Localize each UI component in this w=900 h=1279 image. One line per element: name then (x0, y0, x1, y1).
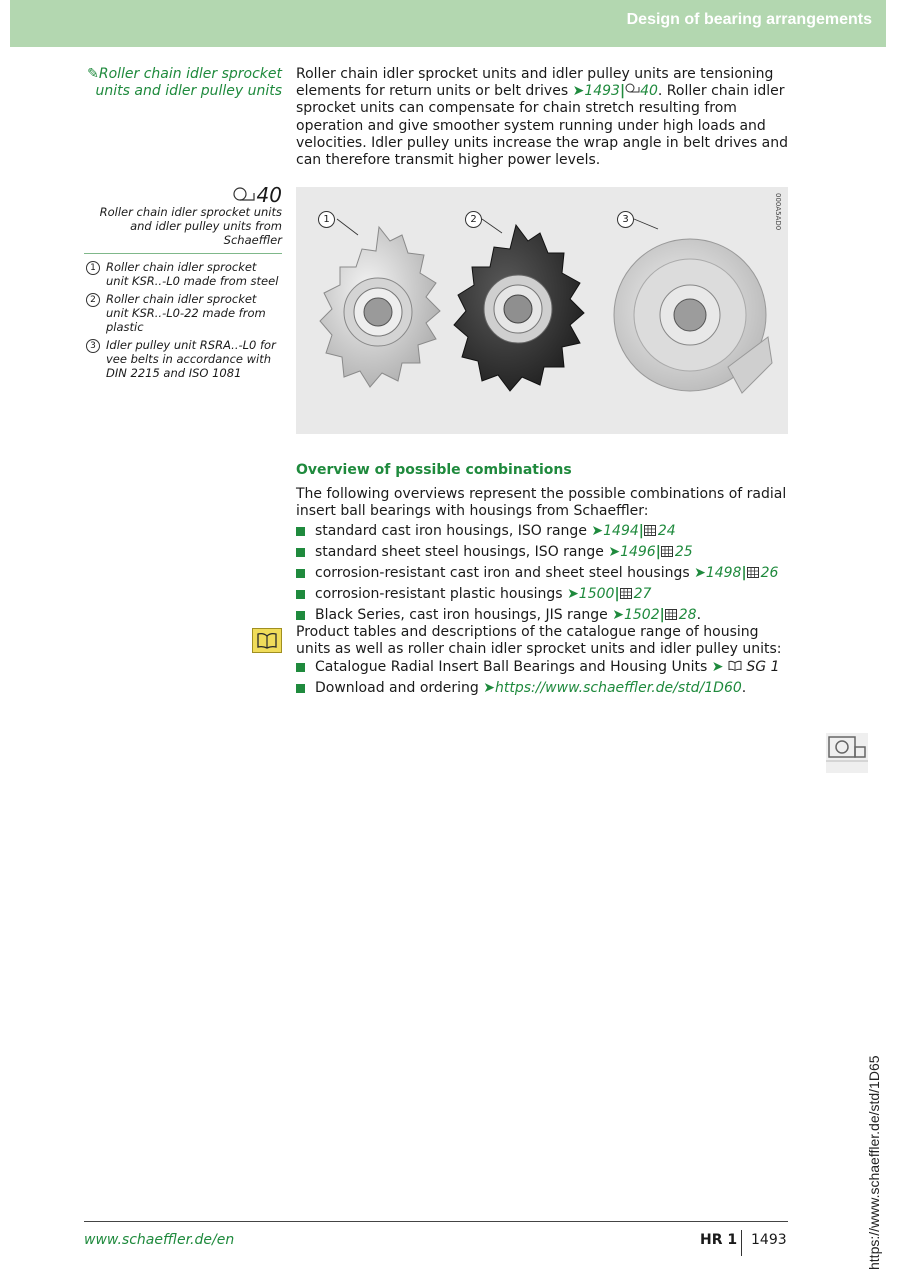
arrow-icon: ➤ (694, 565, 706, 581)
footer-separator (741, 1230, 742, 1256)
figure-callout-3: 3 (617, 211, 634, 228)
plastic-sprocket-unit (454, 225, 584, 391)
section-body: The following overviews represent the possible combinations of radial insert ball bearings with housings from Schaeffler: (296, 486, 787, 520)
page-reference-link[interactable]: 1502 (623, 607, 660, 623)
legend-item (86, 338, 282, 380)
arrow-icon: ➤ (591, 523, 604, 539)
list-item-text: corrosion-resistant plastic housings (315, 586, 568, 602)
page-reference-link[interactable]: 1493 (584, 83, 620, 100)
figure-number (230, 183, 282, 207)
figure-number-text: 40 (256, 183, 282, 207)
figure-callout-2: 2 (465, 211, 482, 228)
table-icon (620, 588, 632, 599)
table-icon (661, 546, 673, 557)
list-item-text: standard sheet steel housings, ISO range (315, 544, 609, 560)
table-icon (665, 609, 677, 620)
separator-bar: | (655, 544, 661, 560)
footer-divider (84, 1221, 788, 1222)
page-header-title: Design of bearing arrangements (626, 11, 872, 28)
catalogue-reference-link[interactable]: SG 1 (746, 659, 780, 675)
page-reference-link[interactable]: 1498 (705, 565, 742, 581)
open-book-icon (253, 629, 281, 652)
table-icon (747, 567, 759, 578)
side-url-link[interactable]: https://www.schaeffler.de/std/1D65 (866, 1055, 882, 1270)
caption-divider (84, 253, 282, 254)
list-item (296, 605, 796, 626)
arrow-icon: ➤ (612, 607, 624, 623)
legend-number: 1 (86, 261, 100, 275)
list-item (296, 584, 796, 605)
legend-text: Roller chain idler sprocket unit KSR..-L0 made from steel (106, 260, 279, 288)
table-reference-link[interactable]: 26 (760, 565, 779, 581)
legend-item (86, 260, 282, 288)
separator-bar: | (741, 565, 747, 581)
idler-pulley-unit (614, 239, 772, 393)
legend-number: 3 (86, 339, 100, 353)
list-item-text: standard cast iron housings, ISO range (315, 523, 592, 539)
page-reference-link[interactable]: 1496 (620, 544, 656, 560)
arrow-icon: ➤ (608, 544, 621, 560)
section-title: Overview of possible combinations (296, 462, 572, 478)
arrow-icon: ➤ (711, 659, 724, 675)
pencil-icon: ✎ (87, 66, 99, 82)
table-icon (644, 525, 656, 536)
figure-reference-link[interactable]: 40 (640, 83, 658, 100)
arrow-icon: ➤ (567, 586, 579, 602)
list-item (296, 521, 796, 542)
list-item (296, 563, 796, 584)
separator-bar: | (619, 83, 626, 100)
figure-code: 000A5AD0 (774, 193, 782, 231)
table-reference-link[interactable]: 27 (633, 586, 652, 602)
figure-callout-1: 1 (318, 211, 335, 228)
product-figure (296, 187, 788, 434)
bearing-section-icon (826, 731, 868, 773)
combinations-list (296, 521, 796, 626)
catalogue-book-icon (728, 659, 742, 675)
figure-ref-icon (625, 83, 640, 99)
table-reference-link[interactable]: 24 (657, 523, 676, 539)
footer-website-link[interactable]: www.schaeffler.de/en (84, 1232, 235, 1248)
figure-callouts (337, 219, 658, 235)
table-reference-link[interactable]: 25 (674, 544, 693, 560)
figure-caption: Roller chain idler sprocket units and idler pulley units from Schaeffler (99, 205, 282, 247)
arrow-icon: ➤ (483, 680, 495, 696)
legend-item (86, 292, 282, 334)
arrow-icon: ➤ (572, 83, 585, 100)
resources-list (296, 657, 796, 699)
legend-text: Roller chain idler sprocket unit KSR..-L0-22 made from plastic (106, 292, 266, 334)
download-end: . (741, 680, 747, 696)
intro-text-2: . Roller chain idler sprocket units can compensate for chain stretch resulting from operation and give smoother system running under high loads and velocities. Idler pulley units increase the wrap angle in belt drives and can therefore transmit higher power levels. (296, 83, 788, 169)
legend-text: Idler pulley unit RSRA..-L0 for vee belts in accordance with DIN 2215 and ISO 1081 (106, 338, 276, 380)
margin-heading (84, 66, 282, 100)
steel-sprocket-unit (320, 227, 440, 387)
list-item (296, 542, 796, 563)
list-item-end: . (696, 607, 702, 623)
page-reference-link[interactable]: 1494 (603, 523, 639, 539)
footer-document-code: HR 1 (700, 1232, 738, 1248)
table-reference-link[interactable]: 28 (678, 607, 697, 623)
figure-icon (232, 187, 256, 204)
page-reference-link[interactable]: 1500 (578, 586, 615, 602)
list-item (296, 678, 796, 699)
list-item-text: Black Series, cast iron housings, JIS range (315, 607, 613, 623)
catalogue-text: Catalogue Radial Insert Ball Bearings and Housing Units (315, 659, 712, 675)
separator-bar: | (614, 586, 620, 602)
legend-number: 2 (86, 293, 100, 307)
list-item-text: corrosion-resistant cast iron and sheet steel housings (315, 565, 695, 581)
figure-legend (86, 260, 282, 384)
product-illustration (296, 187, 788, 434)
download-link[interactable]: https://www.schaeffler.de/std/1D60 (495, 680, 742, 696)
separator-bar: | (638, 523, 644, 539)
page-number: 1493 (751, 1232, 787, 1248)
intro-text-1: Roller chain idler sprocket units and idler pulley units are tensioning elements for return units or belt drives (296, 66, 774, 100)
list-item (296, 657, 796, 678)
separator-bar: | (659, 607, 665, 623)
intro-paragraph (296, 66, 791, 169)
download-text: Download and ordering (315, 680, 484, 696)
book-note-icon (252, 628, 282, 653)
product-paragraph: Product tables and descriptions of the catalogue range of housing units as well as roller chain idler sprocket units and idler pulley units: (296, 624, 782, 658)
margin-heading-text: Roller chain idler sprocket units and idler pulley units (95, 66, 282, 99)
header-bar (10, 0, 886, 47)
